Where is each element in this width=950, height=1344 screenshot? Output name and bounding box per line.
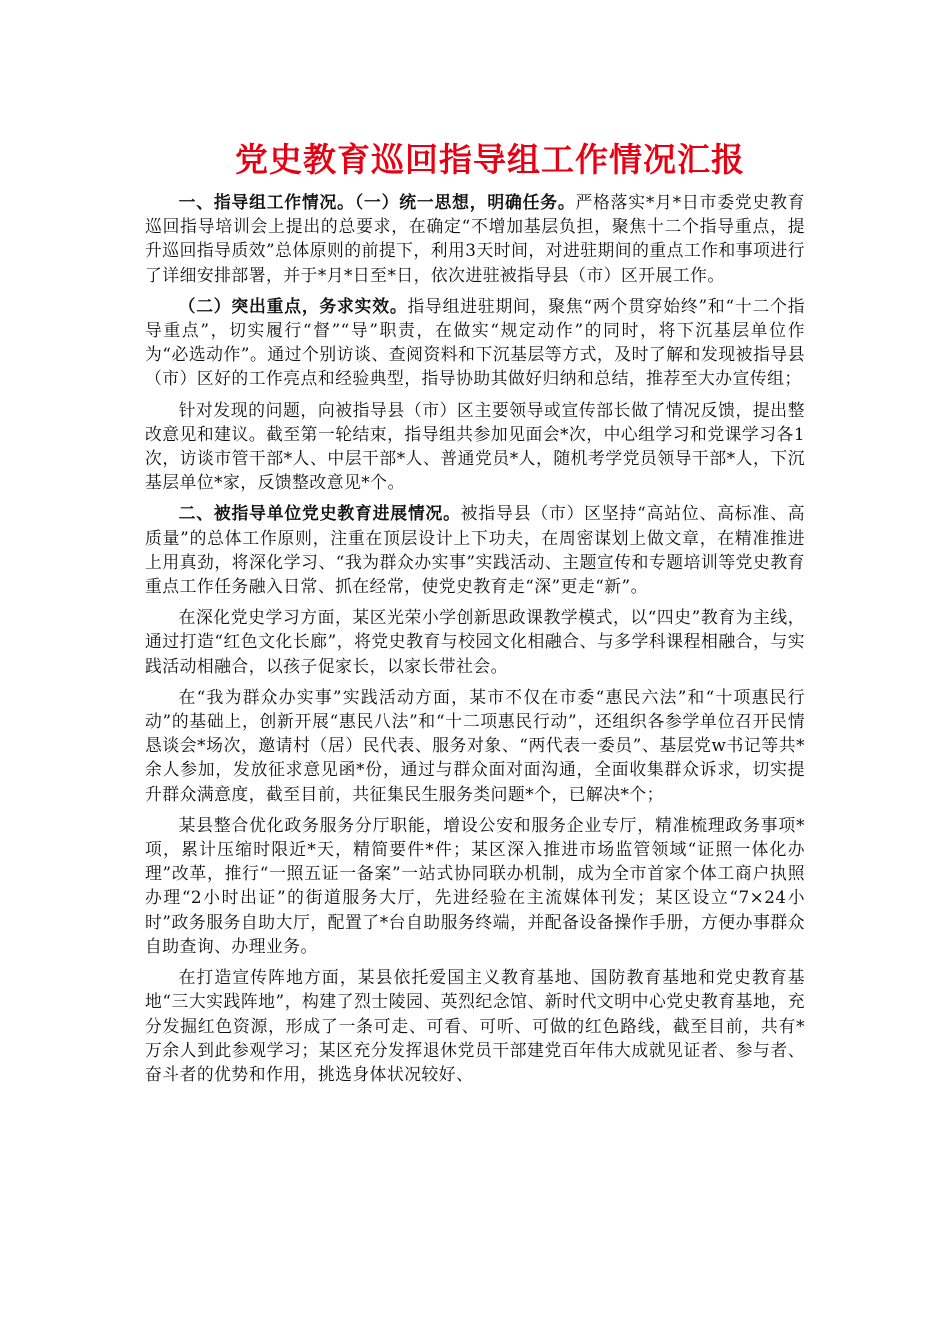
paragraph-heading: 一、指导组工作情况。（一）统一思想，明确任务。 xyxy=(178,192,576,212)
paragraph-3 xyxy=(145,398,805,495)
paragraph-text: 针对发现的问题，向被指导县（市）区主要领导或宣传部长做了情况反馈，提出整改意见和建议。截至第一轮结束，指导组共参加见面会*次，中心组学习和党课学习各1次，访谈市管干部*人、中层干部*人、普通党员*人，随机考学党员领导干部*人，下沉基层单位*家，反馈整改意见*个。 xyxy=(145,399,805,493)
paragraph-6 xyxy=(145,685,805,806)
paragraph-text: 指导组进驻期间，聚焦“两个贯穿始终”和“十二个指导重点”，切实履行“督”“导”职责，在做实“规定动作”的同时，将下沉基层单位作为“必选动作”。通过个别访谈、查阅资料和下沉基层等方式，及时了解和发现被指导县（市）区好的工作亮点和经验典型，指导协助其做好归纳和总结，推荐至大办宣传组； xyxy=(145,295,805,389)
paragraph-heading: （二）突出重点，务求实效。 xyxy=(178,295,408,316)
paragraph-8 xyxy=(145,965,805,1086)
document-page xyxy=(145,138,805,1093)
document-title: 党史教育巡回指导组工作情况汇报 xyxy=(235,140,745,179)
paragraph-text: 在“我为群众办实事”实践活动方面，某市不仅在市委“惠民六法”和“十项惠民行动”的基础上，创新开展“惠民八法”和“十二项惠民行动”，还组织各参学单位召开民情恳谈会*场次，邀请村（居）民代表、服务对象、“两代表一委员”、基层党w书记等共*余人参加，发放征求意见函*份，通过与群众面对面沟通，全面收集群众诉求，切实提升群众满意度，截至目前，共征集民生服务类问题*个，已解决*个； xyxy=(145,686,805,804)
paragraph-heading: 二、被指导单位党史教育进展情况。 xyxy=(178,503,461,524)
paragraph-7 xyxy=(145,813,805,958)
paragraph-1 xyxy=(145,190,805,287)
paragraph-text: 被指导县（市）区坚持“高站位、高标准、高质量”的总体工作原则，注重在顶层设计上下功夫，在周密谋划上做文章，在精准推进上用真劲，将深化学习、“我为群众办实事”实践活动、主题宣传和专题培训等党史教育重点工作任务融入日常、抓在经常，使党史教育走“深”更走“新”。 xyxy=(145,503,805,597)
paragraph-2 xyxy=(145,294,805,391)
paragraph-text: 在深化党史学习方面，某区光荣小学创新思政课教学模式，以“四史”教育为主线，通过打造“红色文化长廊”，将党史教育与校园文化相融合、与多学科课程相融合，与实践活动相融合，以孩子促家长，以家长带社会。 xyxy=(145,607,805,676)
paragraph-4 xyxy=(145,501,805,598)
paragraph-5 xyxy=(145,605,805,678)
paragraph-text: 严格落实*月*日市委党史教育巡回指导培训会上提出的总要求，在确定“不增加基层负担，聚焦十二个指导重点，提升巡回指导质效”总体原则的前提下，利用3天时间，对进驻期间的重点工作和事项进行了详细安排部署，并于*月*日至*日，依次进驻被指导县（市）区开展工作。 xyxy=(145,192,805,285)
paragraph-text: 某县整合优化政务服务分厅职能，增设公安和服务企业专厅，精准梳理政务事项*项，累计压缩时限近*天，精简要件*件；某区深入推进市场监管领域“证照一体化办理”改革，推行“一照五证一备案”一站式协同联办机制，成为全市首家个体工商户执照办理“2小时出证”的街道服务大厅，先进经验在主流媒体刊发；某区设立“7×24小时”政务服务自助大厅，配置了*台自助服务终端，并配备设备操作手册，方便办事群众自助查询、办理业务。 xyxy=(145,814,805,956)
paragraph-text: 在打造宣传阵地方面，某县依托爱国主义教育基地、国防教育基地和党史教育基地“三大实践阵地”，构建了烈士陵园、英烈纪念馆、新时代文明中心党史教育基地，充分发掘红色资源，形成了一条可走、可看、可听、可做的红色路线，截至目前，共有*万余人到此参观学习；某区充分发挥退休党员干部建党百年伟大成就见证者、参与者、奋斗者的优势和作用，挑选身体状况较好、 xyxy=(145,967,805,1084)
